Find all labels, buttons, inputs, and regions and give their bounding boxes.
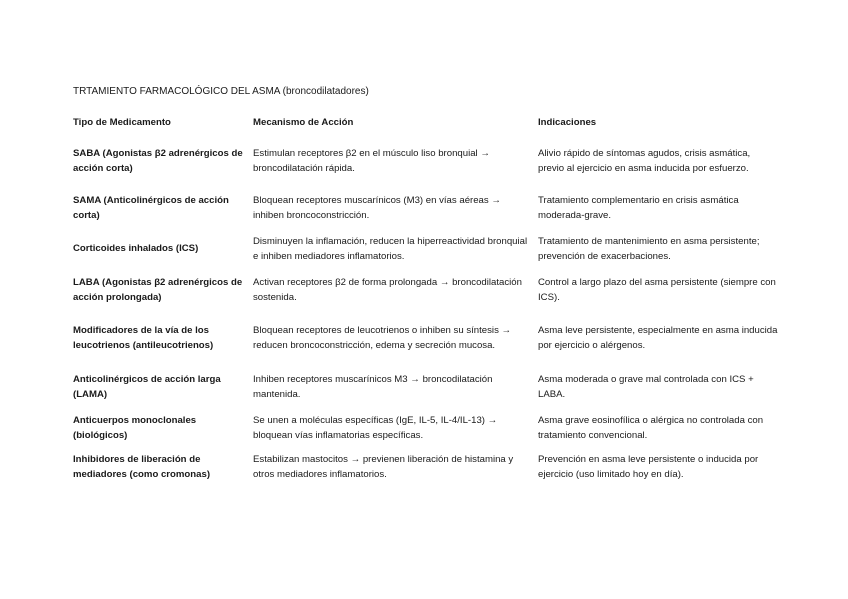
header-mechanism: Mecanismo de Acción bbox=[253, 117, 354, 128]
header-type: Tipo de Medicamento bbox=[73, 117, 171, 128]
cell-type: Anticuerpos monoclonales (biológicos) bbox=[73, 414, 197, 441]
table-row bbox=[73, 135, 778, 187]
cell-mechanism: Bloquean receptores de leucotrienos o inhiben su síntesis → reducen broncoconstricción, edema y secreción mucosa. bbox=[253, 325, 512, 351]
table-row bbox=[73, 228, 778, 269]
cell-mechanism: Bloquean receptores muscarínicos (M3) en vías aéreas → inhiben broncoconstricción. bbox=[253, 194, 501, 221]
cell-indications: Asma grave eosinofílica o alérgica no controlada con tratamiento convencional. bbox=[538, 414, 764, 441]
cell-indications: Alivio rápido de síntomas agudos, crisis asmática, previo al ejercicio en asma inducida por esfuerzo. bbox=[538, 148, 751, 174]
document-title: TRTAMIENTO FARMACOLÓGICO DEL ASMA (broncodilatadores) bbox=[73, 86, 369, 97]
cell-mechanism: Inhiben receptores muscarínicos M3 → broncodilatación mantenida. bbox=[253, 373, 493, 400]
cell-type: Inhibidores de liberación de mediadores (como cromonas) bbox=[73, 454, 211, 480]
cell-type: Anticolinérgicos de acción larga (LAMA) bbox=[73, 373, 221, 400]
cell-type: LABA (Agonistas β2 adrenérgicos de acción prolongada) bbox=[73, 276, 243, 303]
cell-mechanism: Estimulan receptores β2 en el músculo liso bronquial → broncodilatación rápida. bbox=[253, 148, 490, 174]
table-row bbox=[73, 448, 778, 482]
cell-mechanism: Activan receptores β2 de forma prolongada → broncodilatación sostenida. bbox=[253, 276, 522, 303]
cell-indications: Asma leve persistente, especialmente en asma inducida por ejercicio o alérgenos. bbox=[538, 325, 778, 351]
cell-mechanism: Se unen a moléculas específicas (IgE, IL-5, IL-4/IL-13) → bloquean vías inflamatorias específicas. bbox=[253, 414, 498, 441]
cell-indications: Asma moderada o grave mal controlada con ICS + LABA. bbox=[538, 373, 754, 400]
cell-mechanism: Estabilizan mastocitos → previenen liberación de histamina y otros mediadores inflamatorios. bbox=[253, 454, 514, 480]
medication-table bbox=[73, 110, 778, 482]
cell-indications: Tratamiento complementario en crisis asmática moderada-grave. bbox=[538, 194, 739, 221]
cell-type: SAMA (Anticolinérgicos de acción corta) bbox=[73, 194, 229, 221]
table-row bbox=[73, 310, 778, 366]
cell-type: Corticoides inhalados (ICS) bbox=[73, 243, 199, 254]
table-row bbox=[73, 269, 778, 310]
table-row bbox=[73, 407, 778, 448]
cell-indications: Prevención en asma leve persistente o inducida por ejercicio (uso limitado hoy en día). bbox=[538, 454, 759, 480]
cell-type: SABA (Agonistas β2 adrenérgicos de acción corta) bbox=[73, 148, 243, 174]
cell-type: Modificadores de la vía de los leucotrienos (antileucotrienos) bbox=[73, 325, 214, 351]
cell-mechanism: Disminuyen la inflamación, reducen la hiperreactividad bronquial e inhiben mediadores inflamatorios. bbox=[253, 235, 528, 262]
cell-indications: Control a largo plazo del asma persistente (siempre con ICS). bbox=[538, 276, 776, 303]
table-header-row bbox=[73, 110, 778, 135]
cell-indications: Tratamiento de mantenimiento en asma persistente; prevención de exacerbaciones. bbox=[538, 235, 760, 262]
table-row bbox=[73, 366, 778, 407]
header-indications: Indicaciones bbox=[538, 117, 597, 128]
document-page bbox=[73, 85, 778, 482]
table-row bbox=[73, 187, 778, 228]
